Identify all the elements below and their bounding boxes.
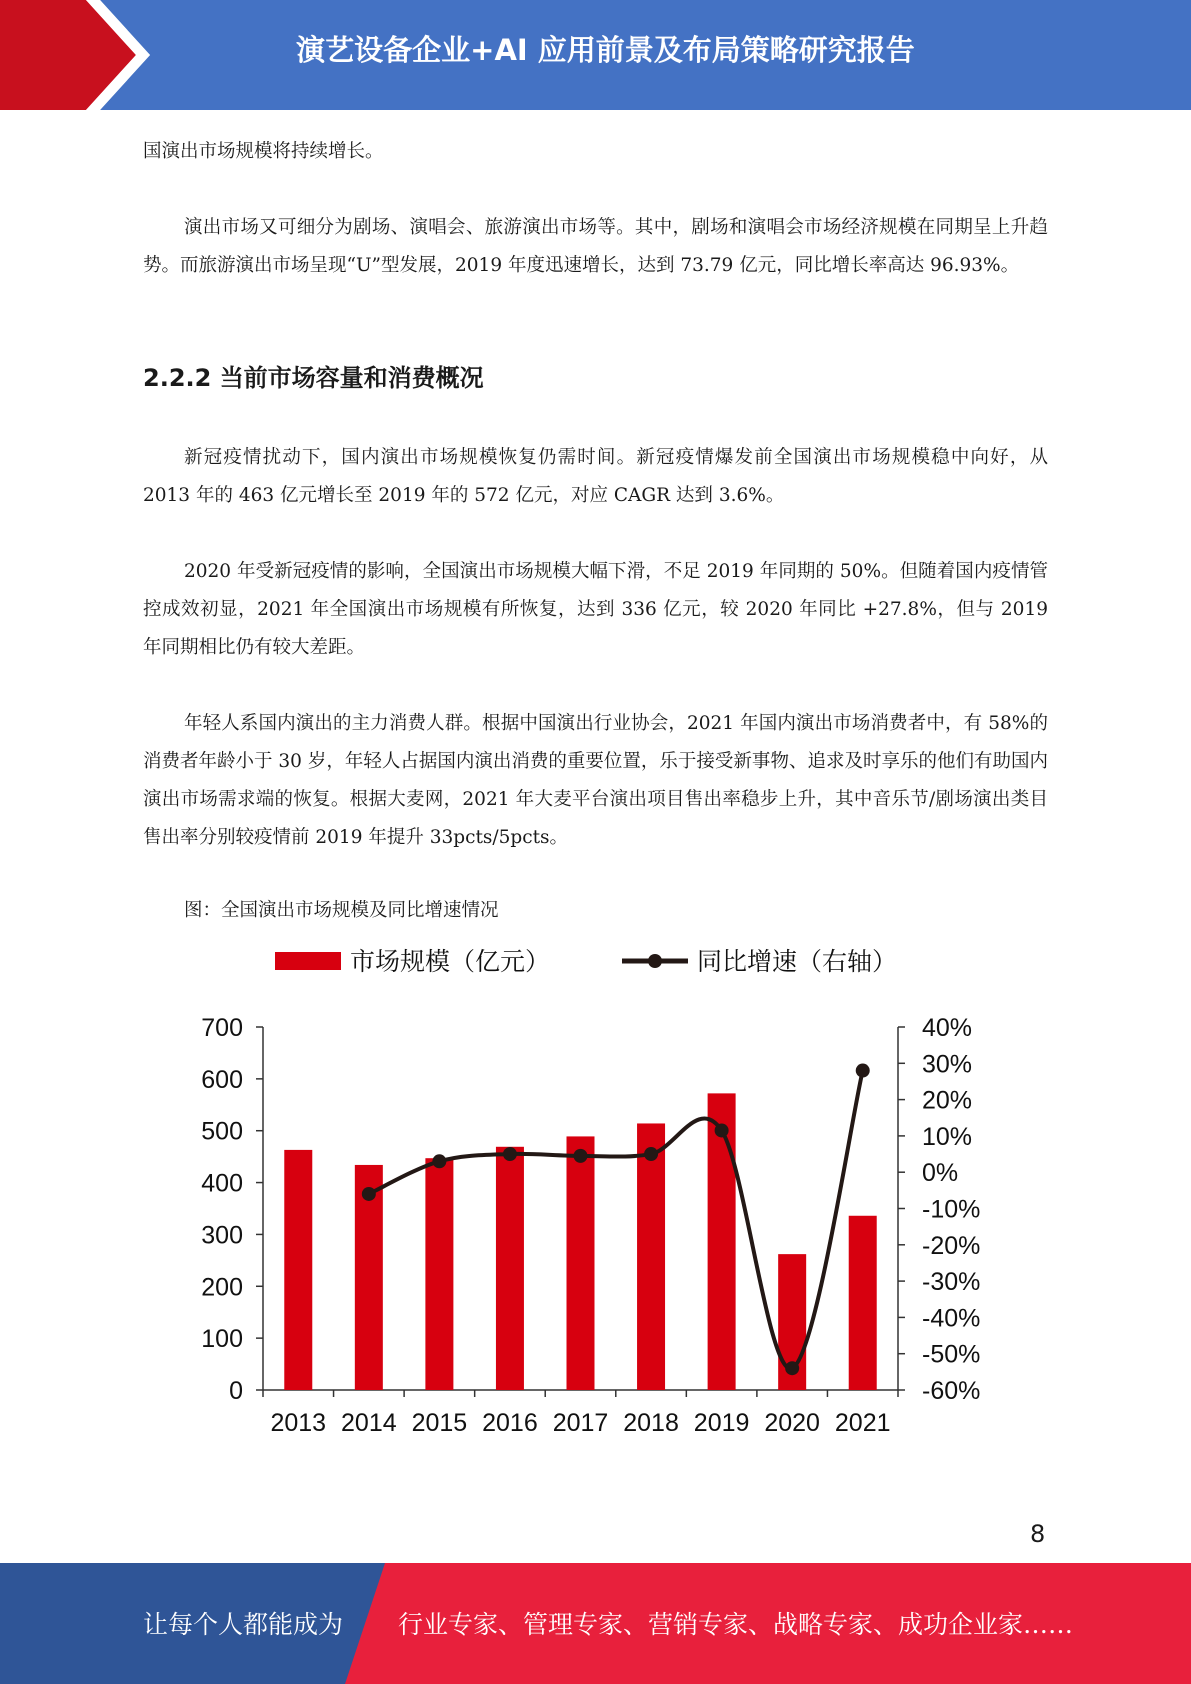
y-tick-label-left: 0 (229, 1377, 243, 1405)
y-tick-label-right: 0% (922, 1159, 959, 1188)
x-tick-label: 2018 (623, 1409, 679, 1437)
y-tick-label-left: 200 (201, 1273, 243, 1302)
growth-point-2021 (856, 1064, 870, 1078)
bar-2016 (496, 1147, 524, 1390)
y-tick-label-right: 30% (922, 1050, 973, 1079)
x-tick-label: 2020 (764, 1409, 820, 1437)
growth-point-2014 (362, 1187, 376, 1201)
bar-2018 (637, 1123, 665, 1390)
paragraph-5: 年轻人系国内演出的主力消费人群。根据中国演出行业协会，2021 年国内演出市场消费者中，有 58%的消费者年龄小于 30 岁，年轻人占据国内演出消费的重要位置，乐于接受新事物、追求及时享乐的他们有助国内演出市场需求端的恢复。根据大麦网，2021 年大麦平台演出项目售出率稳步上升，其中音乐节/剧场演出类目售出率分别较疫情前 2019 年提升 33pcts/5pcts。 (143, 713, 1048, 848)
y-tick-label-right: -50% (922, 1340, 981, 1369)
x-tick-label: 2014 (341, 1409, 397, 1437)
y-tick-label-right: -20% (922, 1231, 981, 1260)
y-tick-label-right: -10% (922, 1195, 981, 1224)
bar-2015 (425, 1158, 453, 1390)
y-tick-label-right: -30% (922, 1268, 981, 1297)
x-tick-label: 2016 (482, 1409, 538, 1437)
x-tick-label: 2015 (411, 1409, 468, 1437)
y-tick-label-right: -60% (922, 1377, 981, 1405)
y-tick-label-left: 700 (201, 1014, 243, 1042)
chart-legend (275, 947, 897, 976)
y-tick-label-left: 300 (201, 1221, 243, 1250)
x-tick-label: 2021 (834, 1409, 891, 1437)
growth-point-2019 (715, 1123, 729, 1137)
legend-line-label: 同比增速（右轴） (697, 947, 898, 976)
paragraph-1: 国演出市场规模将持续增长。 (143, 141, 384, 162)
bar-2021 (849, 1216, 877, 1390)
paragraph-3: 新冠疫情扰动下，国内演出市场规模恢复仍需时间。新冠疫情爆发前全国演出市场规模稳中向好，从 2013 年的 463 亿元增长至 2019 年的 572 亿元，对应 CAGR 达到 3.6%。 (143, 447, 1048, 506)
page-footer (0, 1563, 1191, 1684)
growth-point-2017 (574, 1149, 588, 1163)
x-tick-label: 2019 (693, 1409, 750, 1437)
x-tick-label: 2013 (270, 1409, 327, 1437)
y-tick-label-left: 600 (201, 1065, 243, 1094)
y-tick-label-right: 20% (922, 1086, 973, 1115)
legend-bar-label: 市场规模（亿元） (350, 947, 551, 976)
legend-line-marker (648, 954, 662, 968)
growth-point-2016 (503, 1147, 517, 1161)
paragraph-2: 演出市场又可细分为剧场、演唱会、旅游演出市场等。其中，剧场和演唱会市场经济规模在同期呈上升趋势。而旅游演出市场呈现“U”型发展，2019 年度迅速增长，达到 73.79 亿元，同比增长率高达 96.93%。 (143, 217, 1048, 276)
y-tick-label-right: -40% (922, 1304, 981, 1333)
bar-2019 (708, 1093, 736, 1390)
x-tick-label: 2017 (552, 1409, 609, 1437)
header-title: 演艺设备企业+AI 应用前景及布局策略研究报告 (296, 33, 915, 67)
footer-slogan-right: 行业专家、管理专家、营销专家、战略专家、成功企业家…… (398, 1610, 1074, 1639)
paragraph-4: 2020 年受新冠疫情的影响，全国演出市场规模大幅下滑，不足 2019 年同期的 50%。但随着国内疫情管控成效初显，2021 年全国演出市场规模有所恢复，达到 336 亿元，较 2020 年同比 +27.8%，但与 2019 年同期相比仍有较大差距。 (143, 561, 1048, 658)
growth-point-2020 (785, 1361, 799, 1375)
y-tick-label-left: 100 (201, 1325, 243, 1354)
section-heading: 2.2.2 当前市场容量和消费概况 (143, 364, 484, 392)
y-tick-label-right: 10% (922, 1122, 973, 1151)
growth-point-2015 (432, 1154, 446, 1168)
footer-slogan-left: 让每个人都能成为 (143, 1610, 344, 1639)
figure-caption: 图：全国演出市场规模及同比增速情况 (184, 900, 499, 921)
y-tick-label-right: 40% (922, 1014, 973, 1042)
bar-2013 (284, 1150, 312, 1390)
legend-bar-swatch (275, 952, 341, 970)
page-number: 8 (1030, 1520, 1046, 1548)
bar-2017 (567, 1136, 595, 1390)
y-tick-label-left: 500 (201, 1117, 243, 1146)
y-tick-label-left: 400 (201, 1169, 243, 1198)
growth-point-2018 (644, 1147, 658, 1161)
